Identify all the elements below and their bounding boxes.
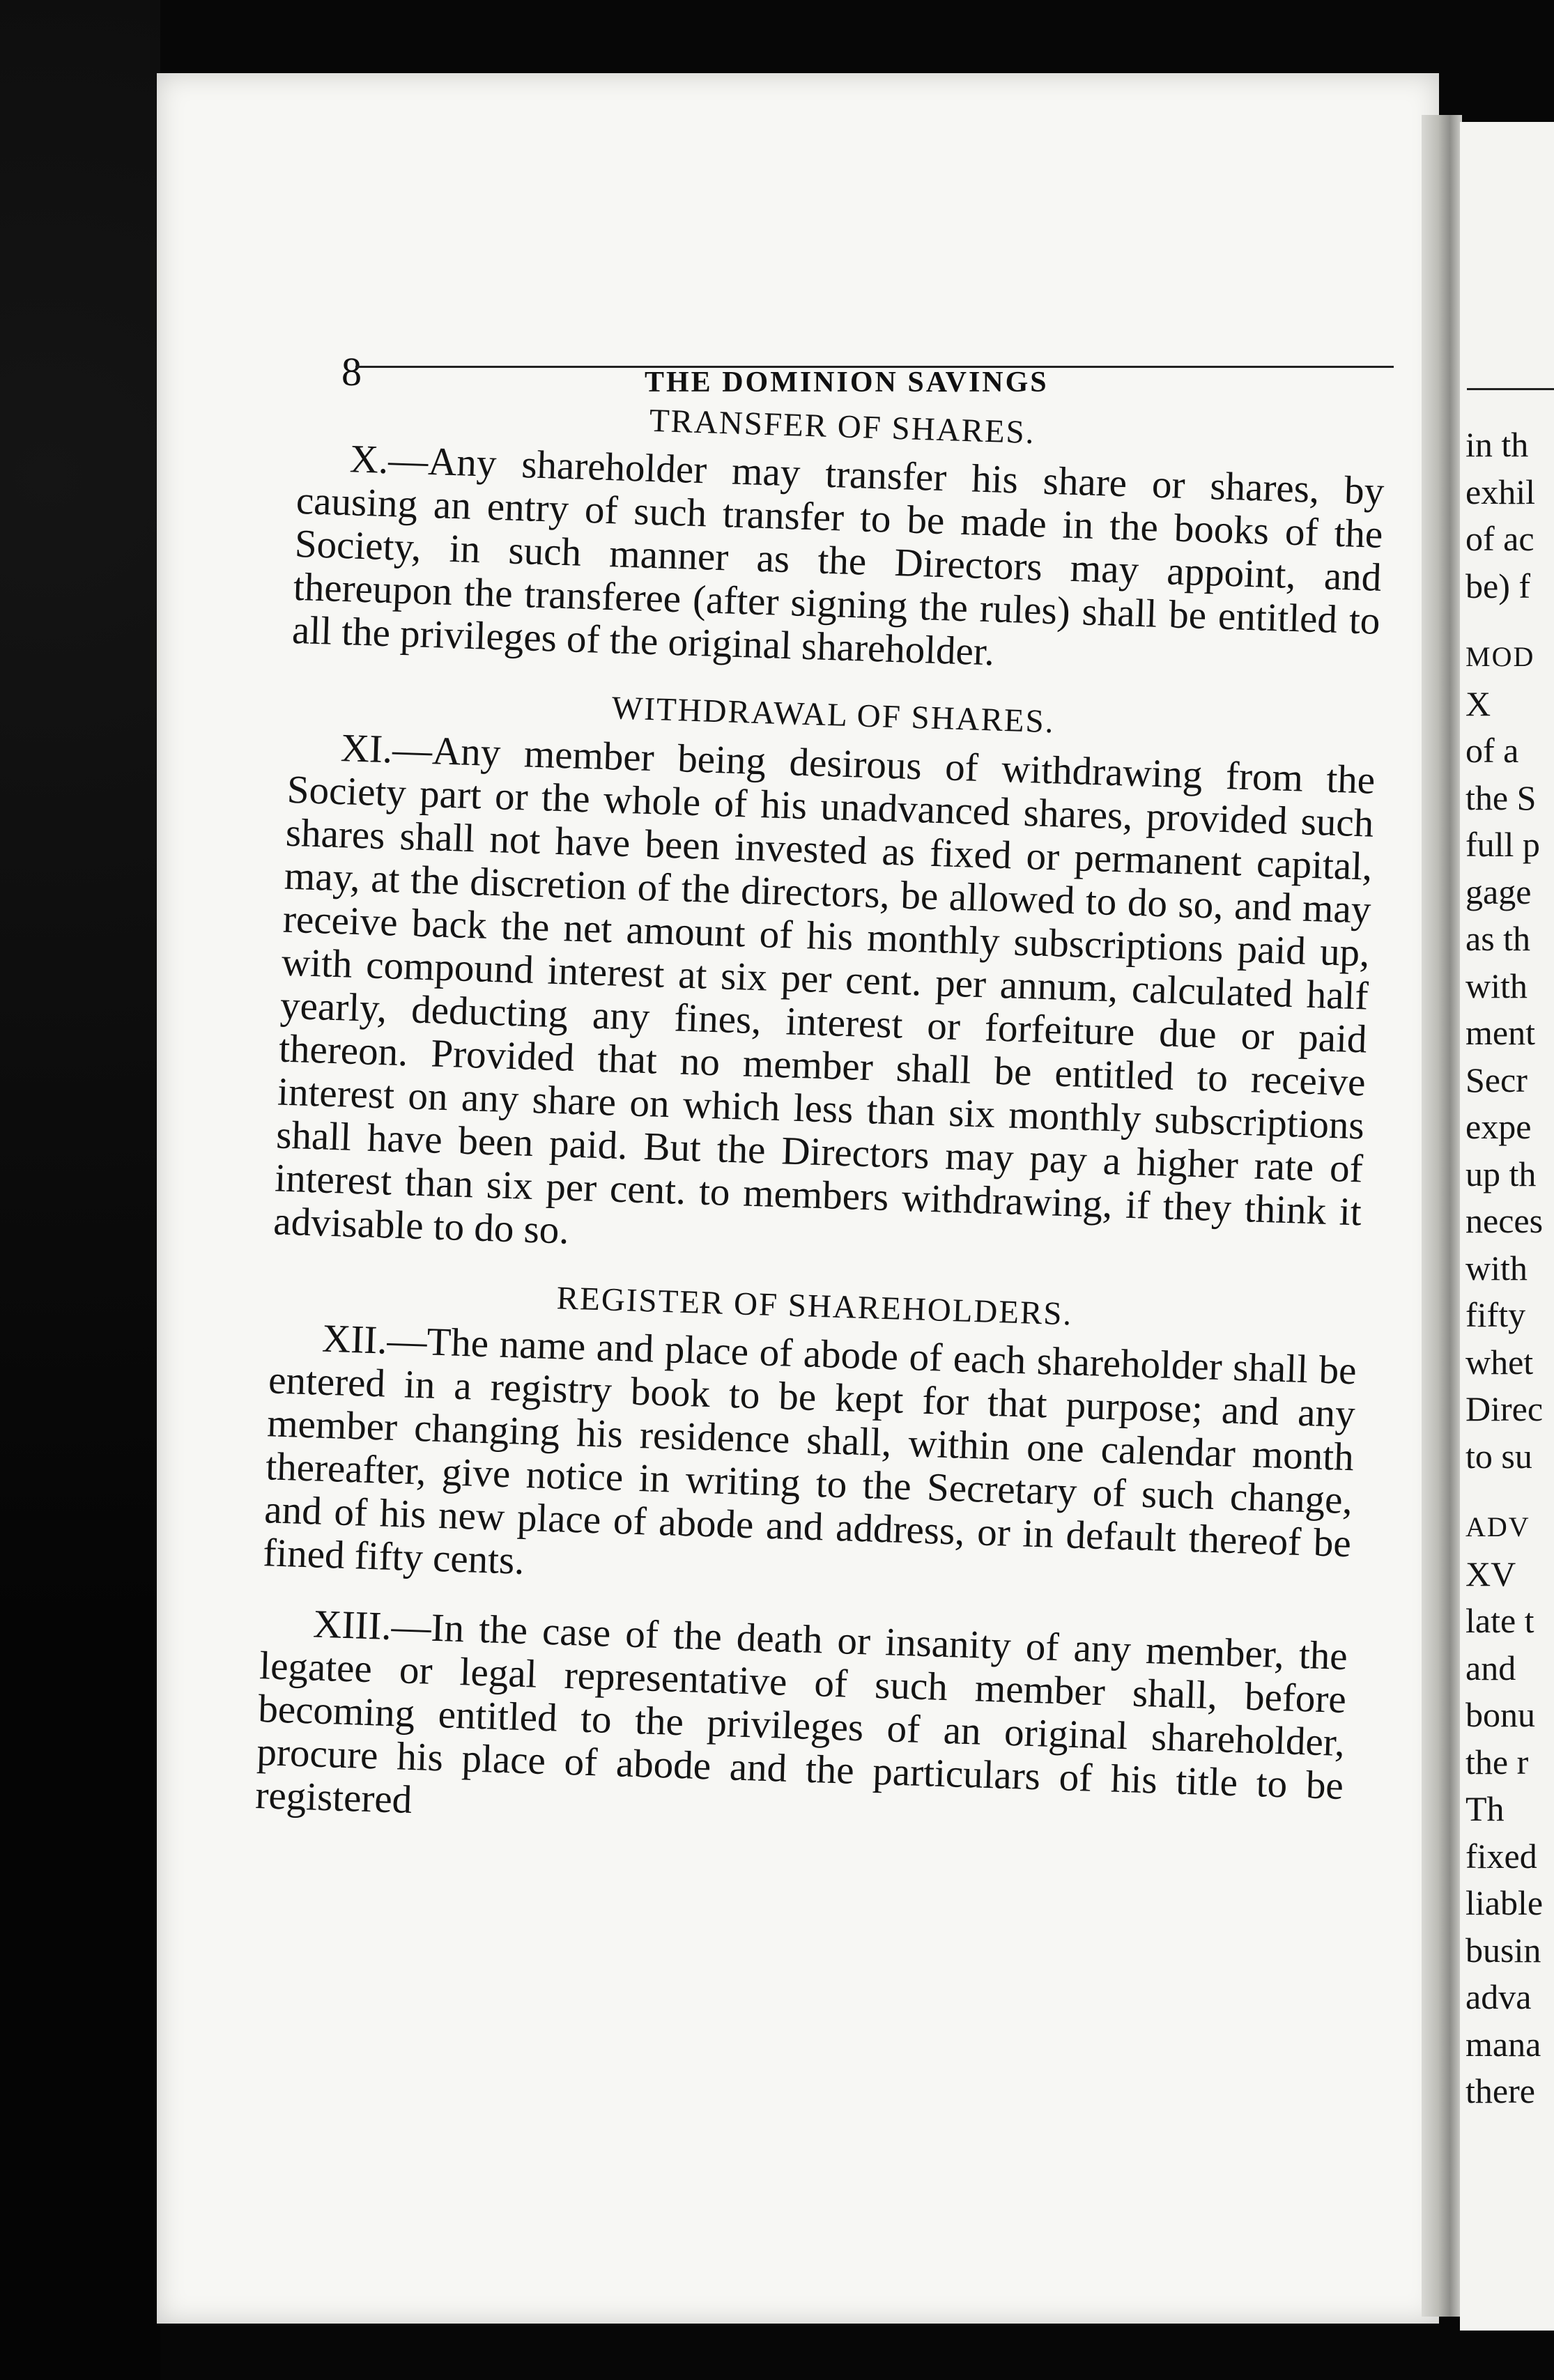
facing-line: XV (1465, 1554, 1516, 1593)
facing-line: neces (1465, 1201, 1544, 1240)
scanner-border (0, 0, 160, 2380)
page-number: 8 (341, 349, 362, 394)
facing-line: of ac (1465, 519, 1534, 558)
facing-heading: ADV (1465, 1511, 1530, 1543)
facing-line: mana (1465, 2024, 1541, 2064)
facing-line: fifty (1465, 1295, 1526, 1334)
facing-line: Th (1465, 1789, 1505, 1828)
facing-line: bonu (1465, 1695, 1535, 1734)
facing-line: gage (1465, 872, 1532, 911)
facing-line: Direc (1465, 1389, 1544, 1428)
section-withdrawal-of-shares (273, 679, 1378, 1277)
facing-line: whet (1465, 1342, 1534, 1382)
facing-line: the r (1465, 1742, 1529, 1782)
section-heading: WITHDRAWAL OF SHARES. (611, 690, 1056, 741)
page-body (254, 390, 1386, 1878)
facing-line: busin (1465, 1930, 1541, 1970)
section-transfer-of-shares (291, 390, 1386, 686)
facing-line: full p (1465, 825, 1540, 864)
facing-line: and (1465, 1648, 1516, 1687)
facing-line: as th (1465, 919, 1531, 958)
section-heading: TRANSFER OF SHARES. (649, 402, 1036, 451)
facing-line: with (1465, 966, 1528, 1005)
facing-line: exhil (1465, 472, 1535, 511)
book-gutter (1422, 115, 1462, 2317)
rule-paragraph: XI.—Any member being desirous of withdrawing from the Society part or the whole of his unadvanced shares, provided such shares shall not have been invested as fixed or permanent capital, may, at the discretion of the directors, be allowed to do so, and may receive back the net amount of his monthly subscriptions paid up, with compound interest at six per cent. per annum, calculated half yearly, deducting any fines, interest or forfeiture due or paid thereon. Provided that no member shall be entitled to receive interest on any share on which less than six monthly subscriptions shall have been paid. But the Directors may pay a higher rate of interest than six per cent. to members withdrawing, if they think it advisable to do so. (272, 725, 1376, 1253)
facing-line: adva (1465, 1977, 1532, 2016)
section-register-of-shareholders (255, 1269, 1359, 1851)
facing-gap (1465, 1480, 1554, 1504)
rule-paragraph: XII.—The name and place of abode of each shareholder shall be entered in a registry book to be kept for that purpose; and any member changing his residence shall, within one calendar month thereafter, give notice in writing to the Secretary of such change, and of his new place of abode and address, or in default thereof be fined fifty cents. (262, 1316, 1357, 1584)
header-rule (355, 366, 1394, 368)
facing-line: be) f (1465, 566, 1530, 605)
facing-page (1460, 122, 1554, 2331)
facing-line: liable (1465, 1883, 1544, 1922)
section-heading: REGISTER OF SHAREHOLDERS. (556, 1280, 1074, 1333)
facing-line: there (1465, 2071, 1535, 2110)
facing-line: fixed (1465, 1836, 1537, 1876)
facing-line: ment (1465, 1013, 1535, 1052)
facing-gap (1465, 610, 1554, 633)
facing-line: in th (1465, 425, 1529, 464)
facing-line: with (1465, 1248, 1528, 1288)
facing-line: to su (1465, 1436, 1532, 1476)
facing-heading: MOD (1465, 641, 1535, 672)
facing-page-text (1465, 422, 1554, 2115)
facing-line: of a (1465, 731, 1519, 770)
facing-line: expe (1465, 1107, 1532, 1146)
rule-paragraph: XIII.—In the case of the death or insanity of any member, the legatee or legal representative of such member shall, before becoming entitled to the privileges of an original shareholder, procure his place of abode and the particulars of his title to be registered (254, 1602, 1348, 1823)
facing-header-rule (1467, 388, 1554, 390)
facing-line: up th (1465, 1154, 1537, 1193)
rule-paragraph: X.—Any shareholder may transfer his share or shares, by causing an entry of such transfer to be made in the books of the Society, in such manner as the Directors may appoint, and thereupon the transferee (after signing the rules) shall be entitled to all the privileges of the original shareholder. (291, 437, 1385, 674)
facing-line: the S (1465, 778, 1537, 817)
facing-line: Secr (1465, 1060, 1528, 1099)
facing-line: late t (1465, 1601, 1534, 1640)
facing-line: X (1465, 683, 1491, 723)
running-title: THE DOMINION SAVINGS (645, 366, 1049, 399)
